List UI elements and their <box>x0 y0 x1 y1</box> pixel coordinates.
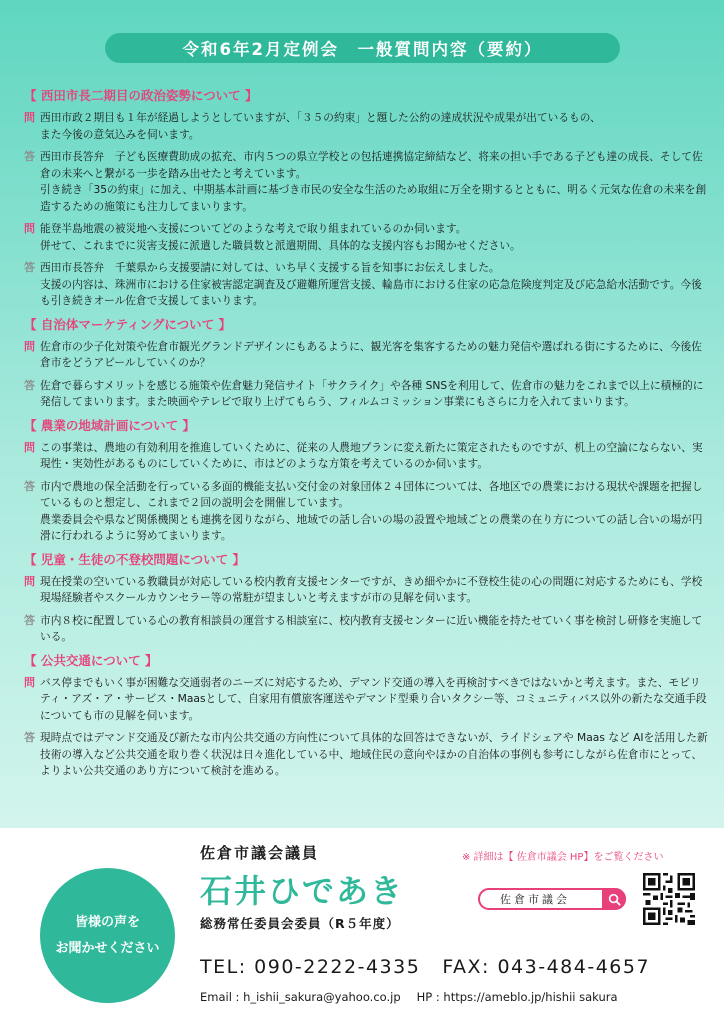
footer <box>0 828 724 1024</box>
qa-line: この事業は、農地の有効利用を推進していくために、従来の人農地プランに変え新たに策定されたものですが、机上の空論にならない、実現性・実効性があるものにしていくために、市はどのような方策を考えているのか伺います。 <box>40 440 703 470</box>
question-item <box>18 110 710 143</box>
qa-line: 西田市長答弁 千葉県から支援要請に対しては、いち早く支援する旨を知事にお伝えしました。 <box>40 261 500 274</box>
page-title <box>105 33 620 63</box>
qa-line: 市内８校に配置している心の教育相談員の運営する相談室に、校内教育支援センターに近い機能を持たせていく事を検討し研修を実施している。 <box>40 613 703 643</box>
question-mark: 問 <box>24 339 35 353</box>
section-heading: 【 公共交通について 】 <box>24 652 158 668</box>
question-item <box>18 440 710 473</box>
question-item <box>18 675 710 725</box>
section-municipal-marketing <box>18 316 710 411</box>
qa-line: 現時点ではデマンド交通及び新たな市内公共交通の方向性について具体的な回答はできないが、ライドシェアや Maas など AIを活用した新技術の導入など公共交通を取り巻く状況は日々進化している中、地域住民の意向やほかの自治体の事例も参考にしながら佐倉市にとって、よりよい公共交通のあり方について検討を進める。 <box>40 731 708 777</box>
question-mark: 問 <box>24 111 35 124</box>
page-title-text: 令和6年2月定例会 一般質問内容（要約） <box>182 40 543 59</box>
question-item <box>18 574 710 607</box>
qa-line: 併せて、これまでに災害支援に派遣した職員数と派遣期間、具体的な支援内容もお聞かせください。 <box>40 238 521 252</box>
email-address[interactable]: Email : h_ishii_sakura@yahoo.co.jp <box>200 990 401 1004</box>
answer-item <box>18 730 710 780</box>
qa-line: 支援の内容は、珠洲市における住家被害認定調査及び避難所運営支援、輪島市における住家の応急危険度判定及び応急給水活動です。今後も引き続きオール佐倉で支援してまいります。 <box>40 277 702 307</box>
qa-line: 農業委員会や県など関係機関とも連携を図りながら、地域での話し合いの場の設置や地域ごとの農業の在り方についての話し合いの場が円滑に行われるように努めてまいります。 <box>40 512 703 542</box>
qa-line: 佐倉市の少子化対策や佐倉市観光グランドデザインにもあるように、観光客を集客するための魅力発信や選ばれる街にするために、今後佐倉市をどうアピールしていくのか？ <box>40 339 702 369</box>
councilor-role: 佐倉市議会議員 <box>200 844 320 862</box>
section-public-transport <box>18 652 710 780</box>
qa-line: 現在授業の空いている教職員が対応している校内教育支援センターですが、きめ細やかに不登校生徒の心の問題に対応するためにも、学校現場経験者やスクールカウンセラー等の常駐が望ましいと考えますが市の見解を伺います。 <box>40 574 703 604</box>
question-mark: 問 <box>24 222 35 235</box>
answer-mark: 答 <box>24 731 35 744</box>
answer-item <box>18 260 710 310</box>
committee-role: 総務常任委員会委員（R５年度） <box>200 916 400 931</box>
qa-line: 西田市長答弁 子ども医療費助成の拡充、市内５つの県立学校との包括連携協定締結など、将来の担い手である子ども達の成長、そして佐倉の未来へと繋がる一歩を踏み出せたと考えています。 <box>40 150 703 180</box>
qa-line: 市内で農地の保全活動を行っている多面的機能支払い交付金の対象団体２４団体については、各地区での農業における現状や課題を把握しているものと想定し、これまで２回の説明会を開催しています。 <box>40 479 703 509</box>
qa-line: バス停までもいく事が困難な交通弱者のニーズに対応するため、デマンド交通の導入を再検討すべきではないかと考えます。また、モビリティ・アズ・ア・サービス・Maasとして、自家用有償旅客運送やデマンド型乗り合いタクシー等、コミュニティバス以外の新たな交通手段についても市の見解を伺います。 <box>40 675 707 722</box>
qa-line: また今後の意気込みを伺います。 <box>40 127 200 141</box>
section-school-absence <box>18 551 710 646</box>
voice-line-2: お聞かせください <box>55 940 160 956</box>
qa-content <box>18 87 710 786</box>
section-heading: 【 西田市長二期目の政治姿勢について 】 <box>24 88 258 103</box>
answer-mark: 答 <box>24 479 35 493</box>
search-box[interactable] <box>478 888 626 910</box>
answer-item <box>18 479 710 545</box>
contact-line <box>200 990 618 1004</box>
question-mark: 問 <box>24 675 35 689</box>
phone-fax-line <box>200 956 650 978</box>
answer-item <box>18 378 710 411</box>
section-heading: 【 児童・生徒の不登校問題について 】 <box>24 551 245 567</box>
homepage-url[interactable]: HP : https://ameblo.jp/hishii sakura <box>416 990 618 1004</box>
answer-mark: 答 <box>24 613 35 627</box>
question-item <box>18 339 710 372</box>
qa-line: 引き続き「35の約束」に加え、中期基本計画に基づき市民の安全な生活のため取組に万全を期するとともに、明るく元気な佐倉の未来を創造するための施策にも注力してまいります。 <box>40 183 707 213</box>
qr-code-icon[interactable] <box>643 873 695 925</box>
detail-note: ※ 詳細は【 佐倉市議会 HP】をご覧ください <box>462 852 664 863</box>
section-political-stance <box>18 87 710 310</box>
search-text: 佐倉市議会 <box>500 893 570 906</box>
phone-number: TEL: 090-2222-4335 <box>200 956 421 978</box>
section-agriculture-plan <box>18 417 710 545</box>
answer-mark: 答 <box>24 261 35 274</box>
section-heading: 【 農業の地域計画について 】 <box>24 417 195 433</box>
question-item <box>18 221 710 254</box>
answer-item <box>18 149 710 215</box>
qa-line: 佐倉で暮らすメリットを感じる施策や佐倉魅力発信サイト「サクライク」や各種 SNSを利用して、佐倉市の魅力をこれまで以上に積極的に発信してまいります。また映画やテレビで取り上げてもらう、フィルムコミッション事業にもさらに力を入れてまいります。 <box>40 378 704 408</box>
qa-line: 能登半島地震の被災地へ支援についてどのような考えで取り組まれているのか伺います。 <box>40 222 467 235</box>
councilor-name: 石井ひであき <box>200 872 405 910</box>
qa-line: 西田市政２期目も１年が経過しようとしていますが、「３５の約束」と題した公約の達成状況や成果が出ているもの、 <box>40 111 601 124</box>
voice-circle-badge <box>40 868 175 1003</box>
section-heading: 【 自治体マーケティングについて 】 <box>24 316 231 332</box>
question-mark: 問 <box>24 574 35 588</box>
fax-number: FAX: 043-484-4657 <box>442 956 651 978</box>
question-mark: 問 <box>24 440 35 454</box>
search-button[interactable] <box>602 888 626 910</box>
answer-mark: 答 <box>24 378 35 392</box>
answer-mark: 答 <box>24 150 35 163</box>
search-icon <box>608 893 621 906</box>
voice-line-1: 皆様の声を <box>74 914 140 930</box>
answer-item <box>18 613 710 646</box>
